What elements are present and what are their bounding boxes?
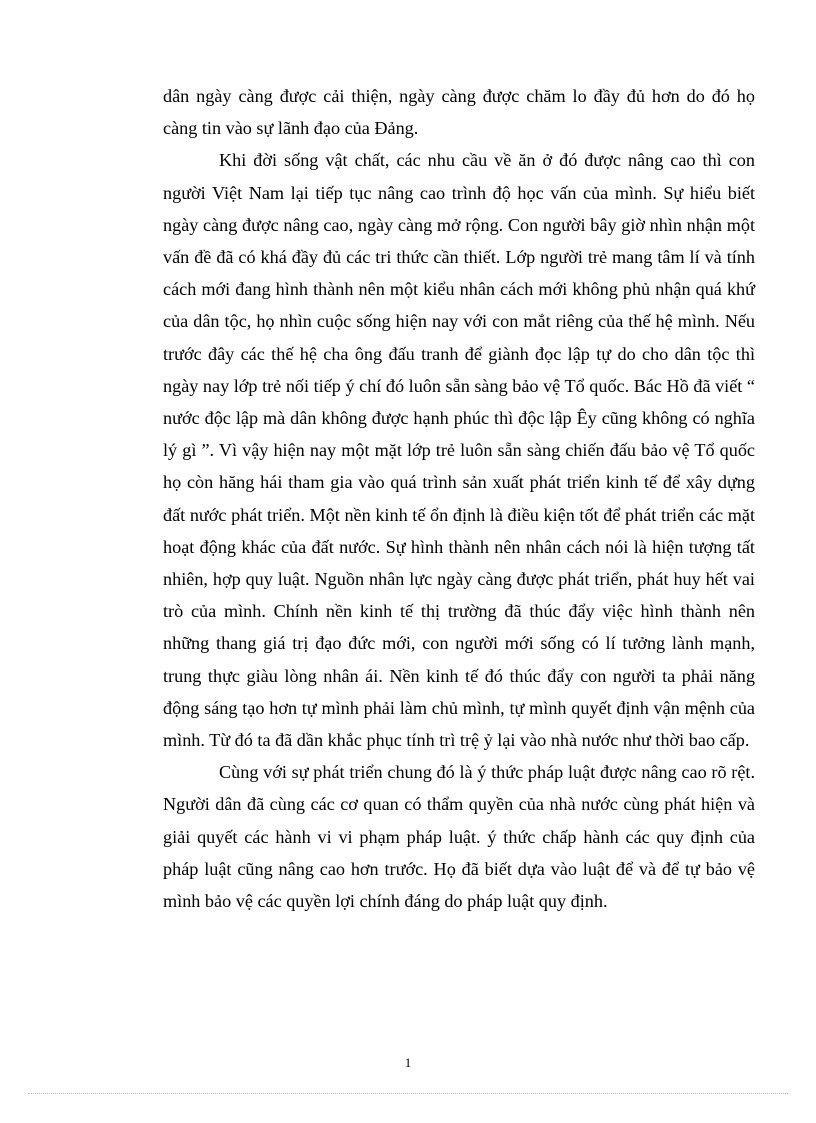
body-text xyxy=(163,80,755,917)
paragraph-legal-awareness: Cùng với sự phát triển chung đó là ý thức pháp luật được nâng cao rõ rệt. Người dân đã cùng các cơ quan có thẩm quyền của nhà nước cùng phát hiện và giải quyết các hành vi vi phạm pháp luật. ý thức chấp hành các quy định của pháp luật cũng nâng cao hơn trước. Họ đã biết dựa vào luật để và để tự bảo vệ mình bảo vệ các quyền lợi chính đáng do pháp luật quy định. xyxy=(163,762,755,912)
paragraph-living-standards: Khi đời sống vật chất, các nhu cầu về ăn ở đó được nâng cao thì con người Việt Nam lại tiếp tục nâng cao trình độ học vấn của mình. Sự hiểu biết ngày càng được nâng cao, ngày càng mở rộng. Con người bây giờ nhìn nhận một vấn đề đã có khá đầy đủ các tri thức cần thiết. Lớp người trẻ mang tâm lí và tính cách mới đang hình thành nên một kiểu nhân cách mới không phủ nhận quá khứ của dân tộc, họ nhìn cuộc sống hiện nay với con mắt riêng của thế hệ mình. Nếu trước đây các thế hệ cha ông đấu tranh để giành đọc lập tự do cho dân tộc thì ngày nay lớp trẻ nối tiếp ý chí đó luôn sẵn sàng bảo vệ Tổ quốc. Bác Hồ đã viết “ nước độc lập mà dân không được hạnh phúc thì độc lập Êy cũng không có nghĩa lý gì ”. Vì vậy hiện nay một mặt lớp trẻ luôn sẵn sàng chiến đấu bảo vệ Tổ quốc họ còn hăng hái tham gia vào quá trình sản xuất phát triển kinh tế để xây dựng đất nước phát triển. Một nền kinh tế ổn định là điều kiện tốt để phát triển các mặt hoạt động khác của đất nước. Sự hình thành nên nhân cách nói là hiện tượng tất nhiên, hợp quy luật. Nguồn nhân lực ngày càng được phát triển, phát huy hết vai trò của mình. Chính nền kinh tế thị trường đã thúc đẩy việc hình thành nên những thang giá trị đạo đức mới, con người mới sống có lí tưởng lành mạnh, trung thực giàu lòng nhân ái. Nền kinh tế đó thúc đẩy con người ta phải năng động sáng tạo hơn tự mình phải làm chủ mình, tự mình quyết định vận mệnh của mình. Từ đó ta đã dần khắc phục tính trì trệ ỷ lại vào nhà nước như thời bao cấp. xyxy=(163,150,755,751)
page-bottom-divider xyxy=(28,1093,788,1094)
paragraph-continuation: dân ngày càng được cải thiện, ngày càng được chăm lo đầy đủ hơn do đó họ càng tin vào sự lãnh đạo của Đảng. xyxy=(163,86,755,139)
page-number: 1 xyxy=(404,1055,412,1070)
